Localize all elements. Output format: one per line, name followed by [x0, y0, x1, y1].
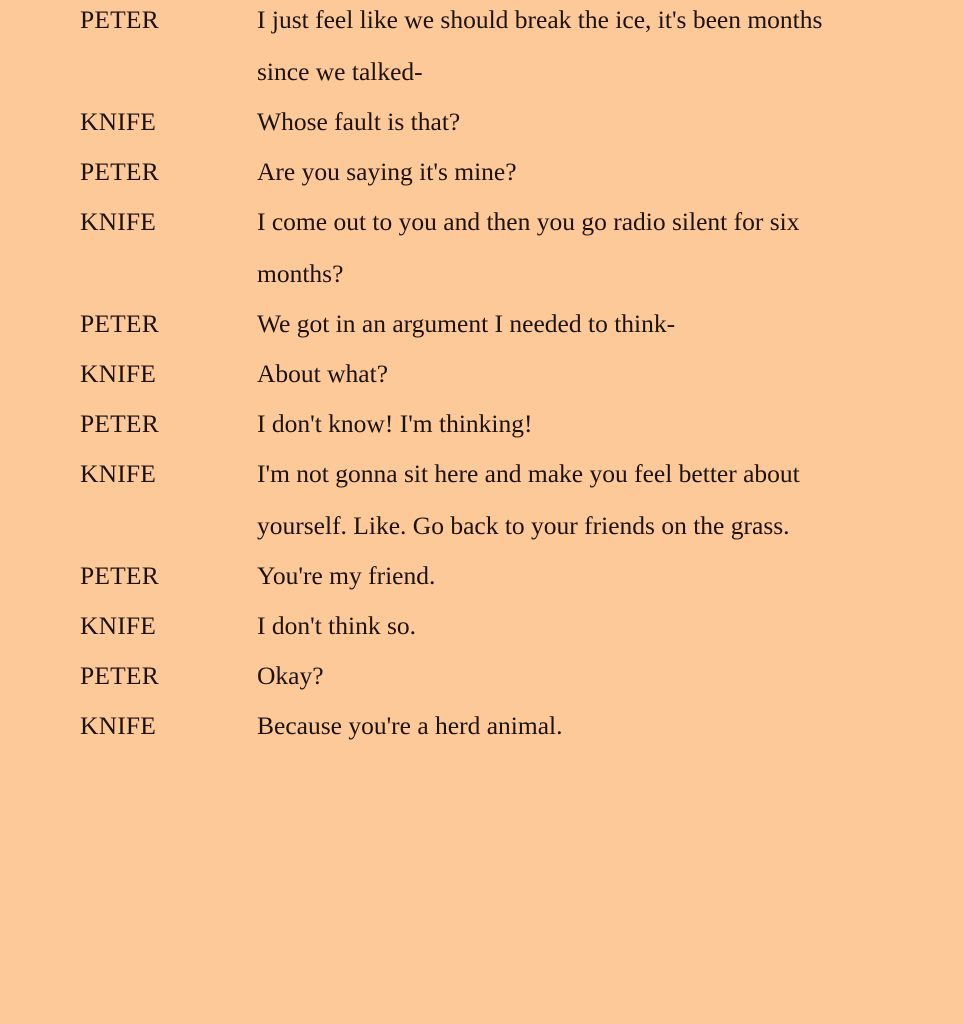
speaker-name: KNIFE — [80, 611, 157, 640]
speaker-name: PETER — [80, 561, 159, 590]
speaker-name: KNIFE — [80, 207, 157, 236]
dialogue-text: Are you saying it's mine? — [257, 157, 517, 186]
dialogue-text: I don't know! I'm thinking! — [257, 409, 533, 438]
dialogue-line — [0, 707, 964, 757]
dialogue-text: About what? — [257, 359, 389, 388]
dialogue-line — [0, 1, 964, 103]
speaker-name: PETER — [80, 309, 159, 338]
dialogue-text: We got in an argument I needed to think- — [257, 309, 676, 338]
dialogue-text: I just feel like we should break the ice, it's been months since we talked- — [257, 5, 823, 86]
speaker-name: KNIFE — [80, 711, 157, 740]
speaker-name: PETER — [80, 5, 159, 34]
speaker-name: KNIFE — [80, 107, 157, 136]
dialogue-text: Okay? — [257, 661, 324, 690]
dialogue-text: You're my friend. — [257, 561, 436, 590]
dialogue-text: I'm not gonna sit here and make you feel better about yourself. Like. Go back to your friends on the grass. — [257, 459, 800, 540]
dialogue-text: I don't think so. — [257, 611, 417, 640]
dialogue-line — [0, 455, 964, 557]
dialogue-text: Whose fault is that? — [257, 107, 461, 136]
dialogue-text: I come out to you and then you go radio silent for six months? — [257, 207, 800, 288]
dialogue-line — [0, 203, 964, 305]
speaker-name: PETER — [80, 409, 159, 438]
speaker-name: KNIFE — [80, 359, 157, 388]
speaker-name: PETER — [80, 661, 159, 690]
speaker-name: PETER — [80, 157, 159, 186]
dialogue-text: Because you're a herd animal. — [257, 711, 563, 740]
speaker-name: KNIFE — [80, 459, 157, 488]
